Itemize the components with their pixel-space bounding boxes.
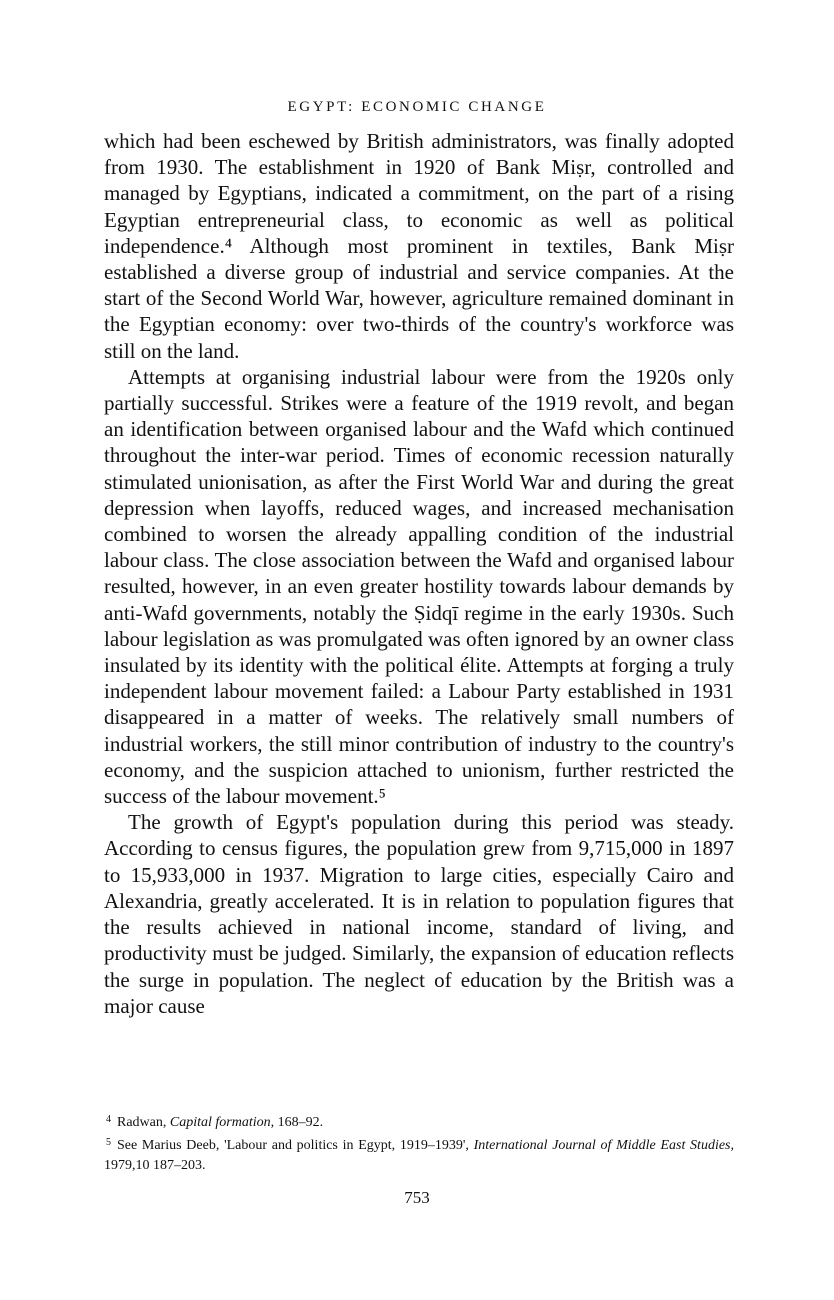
- footnote-text: 168–92.: [274, 1115, 324, 1130]
- footnote-text: 1979,10 187–203.: [104, 1158, 206, 1173]
- page-number: 753: [404, 1188, 430, 1207]
- footnote-mark: 5: [106, 1137, 111, 1148]
- footnote: [104, 1133, 734, 1176]
- footnote-text: Radwan,: [117, 1115, 170, 1130]
- footnote-title: International Journal of Middle East Studies,: [473, 1138, 735, 1153]
- footnote-title: Capital formation,: [169, 1115, 275, 1130]
- footnote-mark: 4: [106, 1114, 111, 1125]
- running-head: EGYPT: ECONOMIC CHANGE: [287, 99, 547, 115]
- footnote: [104, 1110, 734, 1133]
- paragraph: which had been eschewed by British administrators, was finally adopted from 1930. The establishment in 1920 of Bank Miṣr, controlled and managed by Egyptians, indicated a commitment, on the part of a rising Egyptian entrepreneurial class, to economic as well as political independence.⁴ Although most prominent in textiles, Bank Miṣr established a diverse group of industrial and service companies. At the start of the Second World War, however, agriculture remained dominant in the Egyptian economy: over two-thirds of the country's workforce was still on the land.: [104, 129, 734, 363]
- body-text: [104, 128, 734, 1019]
- paragraph: The growth of Egypt's population during this period was steady. According to census figures, the population grew from 9,715,000 in 1897 to 15,933,000 in 1937. Migration to large cities, especially Cairo and Alexandria, greatly accelerated. It is in relation to population figures that the results achieved in national income, standard of living, and productivity must be judged. Similarly, the expansion of education reflects the surge in population. The neglect of education by the British was a major cause: [104, 810, 734, 1018]
- footnotes: [104, 1110, 734, 1176]
- paragraph: Attempts at organising industrial labour were from the 1920s only partially successful. Strikes were a feature of the 1919 revolt, and began an identification between organised labour and the Wafd which continued throughout the inter-war period. Times of economic recession naturally stimulated unionisation, as after the First World War and during the great depression when layoffs, reduced wages, and increased mechanisation combined to worsen the already appalling condition of the industrial labour class. The close association between the Wafd and organised labour resulted, however, in an even greater hostility towards labour demands by anti-Wafd governments, notably the Ṣidqī regime in the early 1930s. Such labour legislation as was promulgated was often ignored by an owner class insulated by its identity with the political élite. Attempts at forging a truly independent labour movement failed: a Labour Party established in 1931 disappeared in a matter of weeks. The relatively small numbers of industrial workers, the still minor contribution of industry to the country's economy, and the suspicion attached to unionism, further restricted the success of the labour movement.⁵: [104, 364, 734, 809]
- footnote-text: See Marius Deeb, 'Labour and politics in Egypt, 1919–1939',: [117, 1138, 474, 1153]
